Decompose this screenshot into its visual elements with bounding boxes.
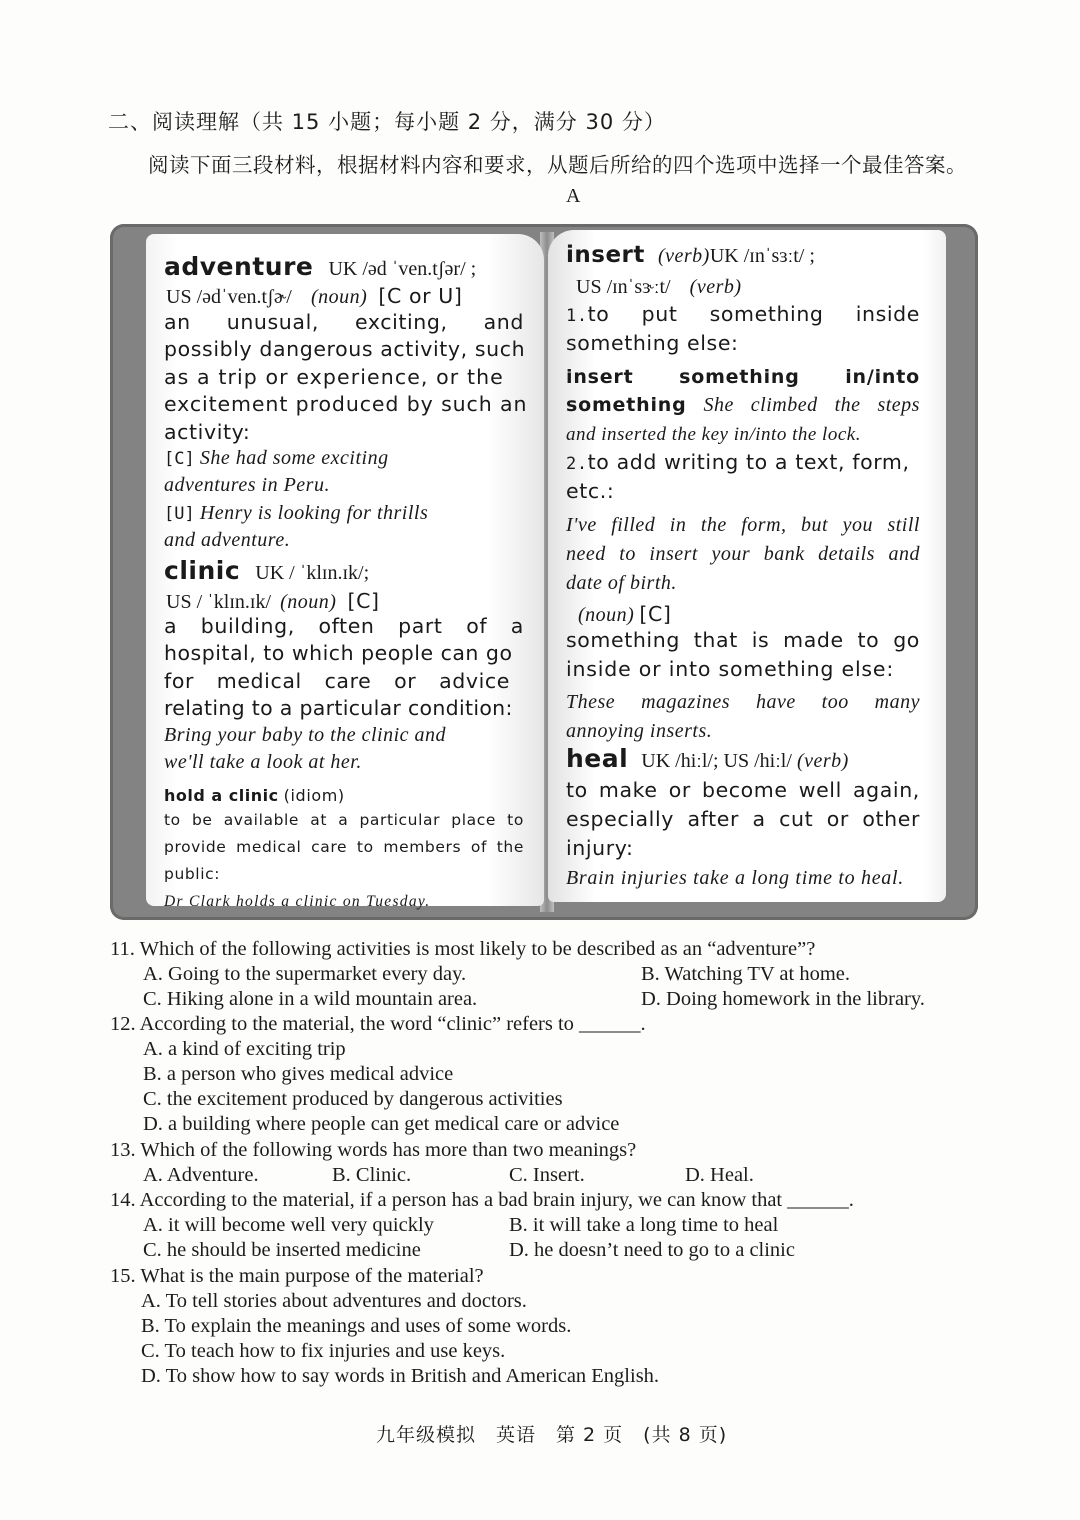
- word: be: [191, 811, 213, 829]
- word: and: [888, 543, 920, 565]
- grammar-tag: [C]: [164, 449, 195, 469]
- word: to: [356, 838, 374, 856]
- q12-option-c: C. the excitement produced by dangerous activities: [143, 1088, 563, 1110]
- adventure-example-2: [164, 502, 428, 525]
- word: in/into: [845, 366, 920, 388]
- dictionary-left-page: [146, 234, 544, 910]
- insert-pos-verb: (verb): [657, 245, 710, 267]
- insert-example-2-line-1: [566, 514, 920, 537]
- word: many: [874, 691, 920, 713]
- sense-number: 1.: [566, 306, 588, 326]
- insert-pos-verb-2: (verb): [689, 276, 742, 298]
- clinic-pos: (noun): [280, 591, 337, 613]
- headword-insert: insert: [566, 242, 645, 268]
- insert-example-2-line-3: date of birth.: [566, 572, 677, 594]
- example-text: Henry is looking for thrills: [199, 502, 429, 524]
- question-13-stem: 13. Which of the following words has more than two meanings?: [110, 1139, 637, 1161]
- q15-option-c: C. To teach how to fix injuries and use keys.: [141, 1340, 506, 1362]
- word: or: [668, 778, 691, 802]
- adventure-def-line-5: activity:: [164, 420, 251, 444]
- word: or: [826, 807, 849, 831]
- word: an: [164, 310, 191, 334]
- adventure-pos: (noun): [310, 286, 368, 308]
- insert-example-1-line-2: and inserted the key in/into the lock.: [566, 424, 861, 445]
- word: available: [223, 811, 300, 829]
- dictionary-right-page: [548, 230, 946, 902]
- adventure-def-line-3: as a trip or experience, or the: [164, 365, 504, 389]
- word: a: [510, 614, 524, 638]
- adventure-example-1-cont: adventures in Peru.: [164, 474, 330, 496]
- insert-us-pron: US /ɪnˈsɝːt/: [576, 276, 671, 298]
- word: particular: [359, 811, 441, 829]
- headword-clinic: clinic: [164, 556, 241, 585]
- word: medical: [236, 838, 302, 856]
- q14-option-c: C. he should be inserted medicine: [143, 1239, 421, 1261]
- insert-uk-pron: UK /ɪnˈsɜːt/ ;: [709, 245, 815, 267]
- word: especially: [566, 807, 674, 831]
- adventure-def-line-4: excitement produced by such an: [164, 392, 528, 416]
- word: a: [164, 614, 178, 638]
- grammar-tag: [U]: [164, 504, 195, 524]
- q15-option-b: B. To explain the meanings and uses of some words.: [141, 1315, 572, 1337]
- idiom-headword: hold a clinic: [164, 786, 279, 805]
- insert-noun-def-line-1: [566, 628, 920, 652]
- word: part: [398, 614, 443, 638]
- word: members: [383, 838, 462, 856]
- insert-example-3-line-1: [566, 691, 920, 714]
- idiom-tag: (idiom): [283, 786, 345, 805]
- word: a: [752, 807, 766, 831]
- word: have: [755, 691, 796, 713]
- word: provide: [164, 838, 227, 856]
- word: of: [466, 614, 488, 638]
- word: to: [507, 811, 524, 829]
- entry-heal-header: [566, 744, 849, 773]
- example-text: She had some exciting: [199, 447, 389, 469]
- q12-option-d: D. a building where people can get medical care or advice: [143, 1113, 620, 1135]
- heal-pron: UK /hiːl/; US /hiːl/: [641, 750, 792, 772]
- q11-option-b: B. Watching TV at home.: [641, 963, 851, 985]
- entry-adventure-header: [164, 252, 476, 281]
- word: the: [700, 514, 727, 536]
- definition-text: to add writing to a text, form,: [587, 450, 910, 474]
- word: need: [566, 543, 606, 565]
- insert-pattern-line: [566, 366, 920, 388]
- word: something: [679, 366, 800, 388]
- q11-option-a: A. Going to the supermarket every day.: [143, 963, 467, 985]
- word: something: [566, 628, 680, 652]
- word: unusual,: [226, 310, 319, 334]
- question-15-stem: 15. What is the main purpose of the material?: [110, 1265, 484, 1287]
- word: after: [687, 807, 739, 831]
- word: bank: [763, 543, 805, 565]
- section-title: 二、阅读理解（共 15 小题；每小题 2 分，满分 30 分）: [108, 110, 666, 134]
- entry-insert-header: [566, 242, 815, 268]
- idiom-def-line-3: public:: [164, 865, 221, 883]
- word: insert: [566, 366, 634, 388]
- q11-option-d: D. Doing homework in the library.: [641, 988, 925, 1010]
- adventure-example-2-cont: and adventure.: [164, 529, 291, 551]
- word: at: [310, 811, 328, 829]
- heal-pos: (verb): [796, 750, 849, 772]
- clinic-def-line-1: [164, 614, 524, 638]
- word: building,: [200, 614, 295, 638]
- q11-option-c: C. Hiking alone in a wild mountain area.: [143, 988, 478, 1010]
- word: that: [693, 628, 738, 652]
- word: details: [818, 543, 875, 565]
- word: or: [394, 669, 417, 693]
- heal-def-line-2: [566, 807, 920, 831]
- word: but: [801, 514, 829, 536]
- adventure-def-line-1: [164, 310, 524, 334]
- word: I've: [566, 514, 597, 536]
- word: to: [164, 811, 181, 829]
- word: of: [470, 838, 487, 856]
- word: other: [862, 807, 920, 831]
- word: a: [338, 811, 349, 829]
- word: go: [893, 628, 920, 652]
- heal-def-line-1: [566, 778, 920, 802]
- adventure-uk-pron: UK /əd ˈven.tʃər/ ;: [328, 258, 477, 280]
- word: medical: [216, 669, 302, 693]
- headword-adventure: adventure: [164, 252, 314, 281]
- word: made: [783, 628, 844, 652]
- word: place: [451, 811, 496, 829]
- q12-option-a: A. a kind of exciting trip: [143, 1038, 346, 1060]
- heal-example: Brain injuries take a long time to heal.: [566, 867, 904, 889]
- clinic-uk-pron: UK / ˈklɪn.ɪk/;: [255, 562, 370, 584]
- idiom-example: Dr Clark holds a clinic on Tuesday.: [164, 893, 431, 910]
- word: cut: [779, 807, 814, 831]
- insert-noun-line: [578, 602, 672, 627]
- insert-noun-grammar: [C]: [639, 602, 672, 626]
- clinic-def-line-2: hospital, to which people can go: [164, 641, 513, 665]
- word: is: [751, 628, 770, 652]
- insert-pos-noun: (noun): [578, 604, 635, 626]
- question-12-stem: 12. According to the material, the word “clinic” refers to ______.: [110, 1013, 646, 1035]
- word: become: [701, 778, 788, 802]
- word: still: [887, 514, 920, 536]
- clinic-us-pron: US / ˈklɪn.ɪk/: [166, 591, 272, 613]
- word: too: [821, 691, 849, 713]
- word: form,: [741, 514, 787, 536]
- word: inside: [855, 302, 920, 326]
- q15-option-a: A. To tell stories about adventures and doctors.: [141, 1290, 527, 1312]
- q14-option-a: A. it will become well very quickly: [143, 1214, 434, 1236]
- word: These: [566, 691, 616, 713]
- word: well: [798, 778, 842, 802]
- adventure-grammar: [C or U]: [378, 284, 463, 308]
- clinic-us-line: [166, 589, 380, 614]
- clinic-grammar: [C]: [347, 589, 380, 613]
- word: the: [496, 838, 524, 856]
- insert-example-2-line-2: [566, 543, 920, 566]
- q13-option-d: D. Heal.: [685, 1164, 754, 1186]
- idiom-def-line-2: [164, 838, 524, 856]
- word: the: [834, 394, 861, 416]
- page-footer: 九年级模拟 英语 第 2 页 (共 8 页): [376, 1424, 728, 1446]
- word: steps: [877, 394, 920, 416]
- word: climbed: [750, 394, 818, 416]
- q13-option-c: C. Insert.: [509, 1164, 585, 1186]
- insert-sense-1-line-2: something else:: [566, 331, 739, 355]
- q14-option-d: D. he doesn’t need to go to a clinic: [509, 1239, 795, 1261]
- section-instruction: 阅读下面三段材料，根据材料内容和要求，从题后所给的四个选项中选择一个最佳答案。: [148, 153, 967, 177]
- word: care: [324, 669, 372, 693]
- insert-us-line: [576, 276, 742, 299]
- insert-example-3-line-2: annoying inserts.: [566, 720, 713, 742]
- clinic-def-line-3: [164, 669, 510, 693]
- word: advice: [439, 669, 510, 693]
- q15-option-d: D. To show how to say words in British and American English.: [141, 1365, 660, 1387]
- adventure-us-line: [166, 284, 463, 309]
- word: your: [711, 543, 751, 565]
- adventure-def-line-2: possibly dangerous activity, such: [164, 337, 526, 361]
- word: put: [641, 302, 678, 326]
- word: something: [709, 302, 824, 326]
- pattern-word: something: [566, 394, 687, 416]
- word: to: [619, 543, 636, 565]
- passage-label: A: [566, 185, 581, 207]
- word: exciting,: [354, 310, 448, 334]
- adventure-us-pron: US /ədˈven.tʃɚ/: [166, 286, 292, 308]
- word: magazines: [641, 691, 731, 713]
- clinic-def-line-4: relating to a particular condition:: [164, 696, 513, 720]
- word: you: [842, 514, 873, 536]
- word: and: [483, 310, 524, 334]
- insert-sense-1-line-1: [566, 302, 920, 326]
- question-14-stem: 14. According to the material, if a person has a bad brain injury, we can know that ______.: [110, 1189, 854, 1211]
- insert-sense-2-line-1: [566, 450, 910, 474]
- word: make: [598, 778, 658, 802]
- sense-number: 2.: [566, 454, 588, 474]
- clinic-idiom-header: [164, 786, 345, 805]
- entry-clinic-header: [164, 556, 369, 585]
- word: in: [669, 514, 687, 536]
- q13-option-a: A. Adventure.: [143, 1164, 259, 1186]
- clinic-example-1: Bring your baby to the clinic and: [164, 724, 447, 746]
- insert-example-1-line-1: [566, 394, 920, 417]
- word: often: [318, 614, 375, 638]
- dictionary-book-image: [110, 224, 978, 920]
- headword-heal: heal: [566, 744, 629, 773]
- insert-noun-def-line-2: inside or into something else:: [566, 657, 895, 681]
- q12-option-b: B. a person who gives medical advice: [143, 1063, 454, 1085]
- insert-sense-2-line-2: etc.:: [566, 479, 615, 503]
- word: She: [703, 394, 734, 416]
- word: care: [311, 838, 348, 856]
- word: to: [587, 302, 610, 326]
- q13-option-b: B. Clinic.: [332, 1164, 412, 1186]
- q14-option-b: B. it will take a long time to heal: [509, 1214, 779, 1236]
- word: filled: [611, 514, 656, 536]
- idiom-def-line-1: [164, 811, 524, 829]
- word: again,: [852, 778, 920, 802]
- adventure-example-1: [164, 447, 389, 470]
- word: to: [857, 628, 880, 652]
- word: to: [566, 778, 588, 802]
- question-11-stem: 11. Which of the following activities is most likely to be described as an “adventure”?: [110, 938, 816, 960]
- heal-def-line-3: injury:: [566, 836, 634, 860]
- clinic-example-2: we'll take a look at her.: [164, 751, 362, 773]
- word: for: [164, 669, 194, 693]
- word: insert: [649, 543, 698, 565]
